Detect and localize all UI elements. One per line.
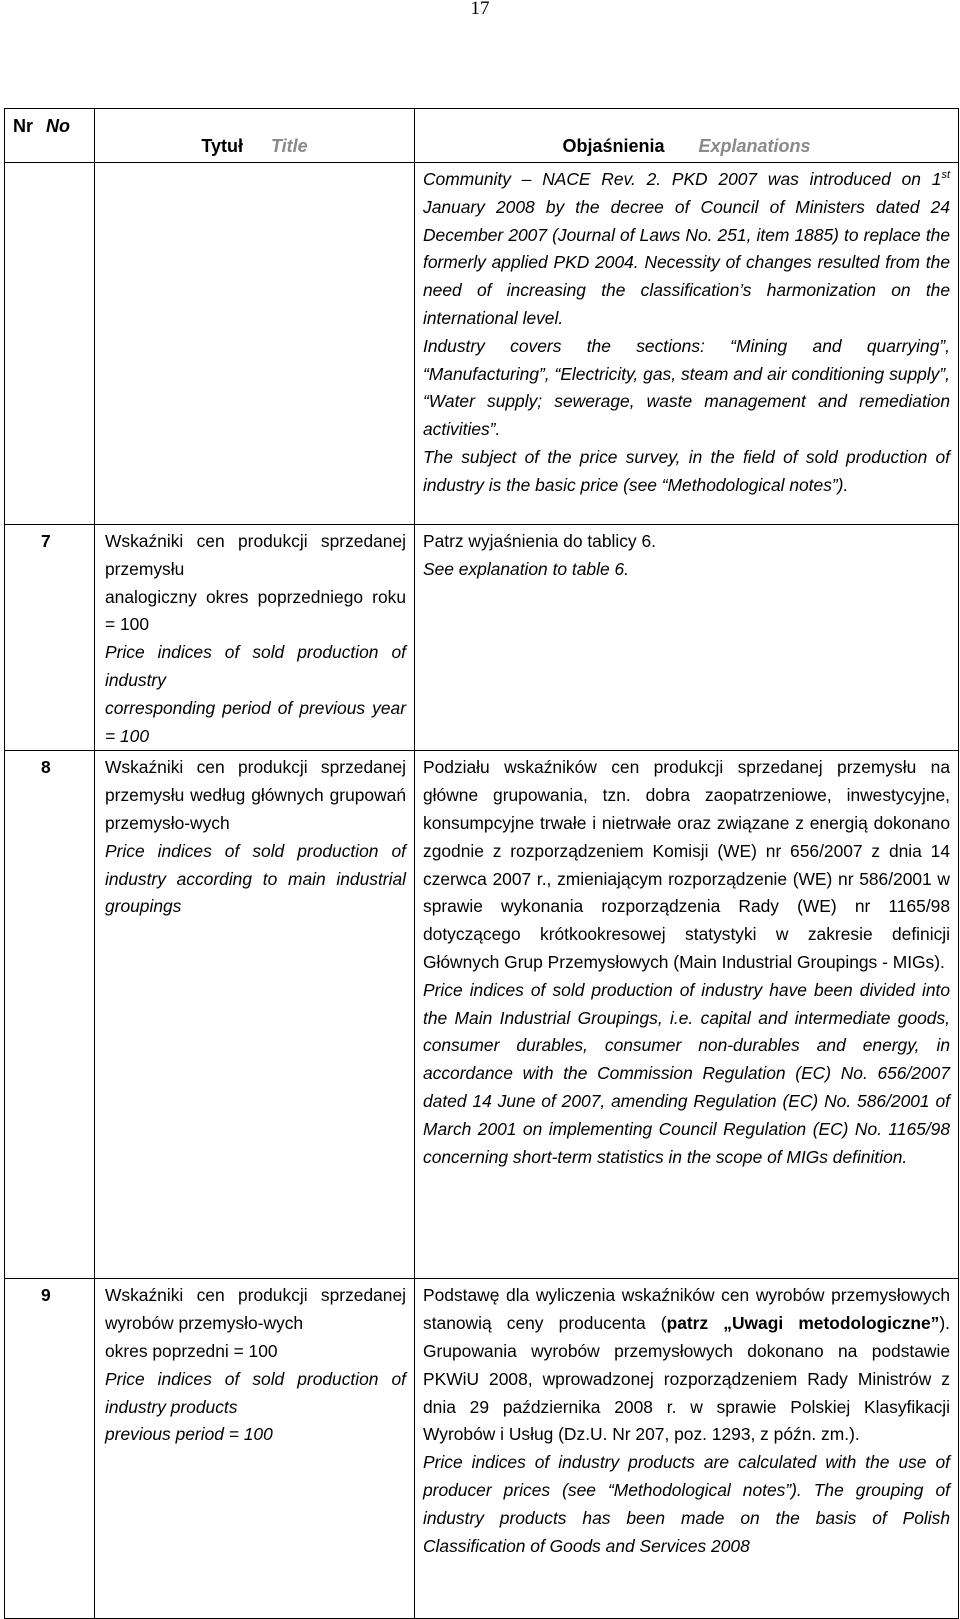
page-number: 17: [470, 0, 490, 19]
row-explanation: Podstawę dla wyliczenia wskaźników cen wyrobów przemysłowych stanowią ceny producenta (patrz „Uwagi metodologiczne”). Grupowania wyrobów przemysłowych dokonano na podstawie PKWiU 2008, wprowadzonej rozporządzeniem Rady Ministrów z dnia 29 października 2008 r. w sprawie Polskiej Klasyfikacji Wyrobów i Usług (Dz.U. Nr 207, poz. 1293, z późn. zm.). Price indices of industry products are calculated with the use of producer prices (see “Methodological notes”). The grouping of industry products has been made on the basis of Polish Classification of Goods and Services 2008: [415, 1279, 959, 1619]
table-header-row: [5, 109, 959, 163]
explanations-table: [4, 108, 959, 1619]
header-title-pl: Tytuł: [201, 136, 243, 157]
header-nr: [5, 109, 95, 163]
table-row-continuation: [5, 163, 959, 525]
continuation-para2: Industry covers the sections: “Mining and quarrying”, “Manufacturing”, “Electricity, gas, steam and air conditioning supply”, “Water supply; sewerage, waste management and remediation activities”.: [423, 335, 950, 440]
row-number: 7: [5, 525, 95, 751]
continuation-para3: The subject of the price survey, in the field of sold production of industry is the basic price (see “Methodological notes”).: [423, 446, 950, 495]
continuation-explanation: Community – NACE Rev. 2. PKD 2007 was introduced on 1st January 2008 by the decree of Council of Ministers dated 24 December 2007 (Journal of Laws No. 251, item 1885) to replace the formerly applied PKD 2004. Necessity of changes resulted from the need of increasing the classification’s harmonization on the international level. Industry covers the sections: “Mining and quarrying”, “Manufacturing”, “Electricity, gas, steam and air conditioning supply”, “Water supply; sewerage, waste management and remediation activities”. The subject of the price survey, in the field of sold production of industry is the basic price (see “Methodological notes”).: [415, 163, 959, 525]
row-title: Wskaźniki cen produkcji sprzedanej przemysłu według głównych grupowań przemysło-wych Price indices of sold production of industry according to main industrial groupings: [95, 751, 415, 1279]
header-nr-en: No: [46, 116, 71, 136]
row-title: Wskaźniki cen produkcji sprzedanej wyrobów przemysło-wych okres poprzedni = 100 Price indices of sold production of industry products previous period = 100: [95, 1279, 415, 1619]
header-nr-pl: Nr: [13, 116, 34, 136]
header-expl-pl: Objaśnienia: [562, 136, 665, 157]
table-row-7: [5, 525, 959, 751]
row-explanation: Patrz wyjaśnienia do tablicy 6. See explanation to table 6.: [415, 525, 959, 751]
header-title: [95, 109, 415, 163]
header-explanations: [415, 109, 959, 163]
row-number: 9: [5, 1279, 95, 1619]
row-number: 8: [5, 751, 95, 1279]
header-title-en: Title: [270, 136, 308, 157]
row-explanation: Podziału wskaźników cen produkcji sprzedanej przemysłu na główne grupowania, tzn. dobra zaopatrzeniowe, inwestycyjne, konsumpcyjne trwałe i nietrwałe oraz związane z energią dokonano zgodnie z rozporządzeniem Komisji (WE) nr 656/2007 z dnia 14 czerwca 2007 r., zmieniającym rozporządzenie (WE) nr 586/2001 w sprawie wykonania rozporządzenia Rady (WE) nr 1165/98 dotyczącego krótkookresowej statystyki w zakresie definicji Głównych Grup Przemysłowych (Main Industrial Groupings - MIGs). Price indices of sold production of industry have been divided into the Main Industrial Groupings, i.e. capital and intermediate goods, consumer durables, consumer non-durables and energy, in accordance with the Commission Regulation (EC) No. 656/2007 dated 14 June of 2007, amending Regulation (EC) No. 586/2001 of March 2001 on implementing Council Regulation (EC) No. 1165/98 concerning short-term statistics in the scope of MIGs definition.: [415, 751, 959, 1279]
table-row-9: [5, 1279, 959, 1619]
header-expl-en: Explanations: [698, 136, 811, 157]
table-row-8: [5, 751, 959, 1279]
row-title: Wskaźniki cen produkcji sprzedanej przemysłu analogiczny okres poprzedniego roku = 100 Price indices of sold production of industry corresponding period of previous year = 100: [95, 525, 415, 751]
